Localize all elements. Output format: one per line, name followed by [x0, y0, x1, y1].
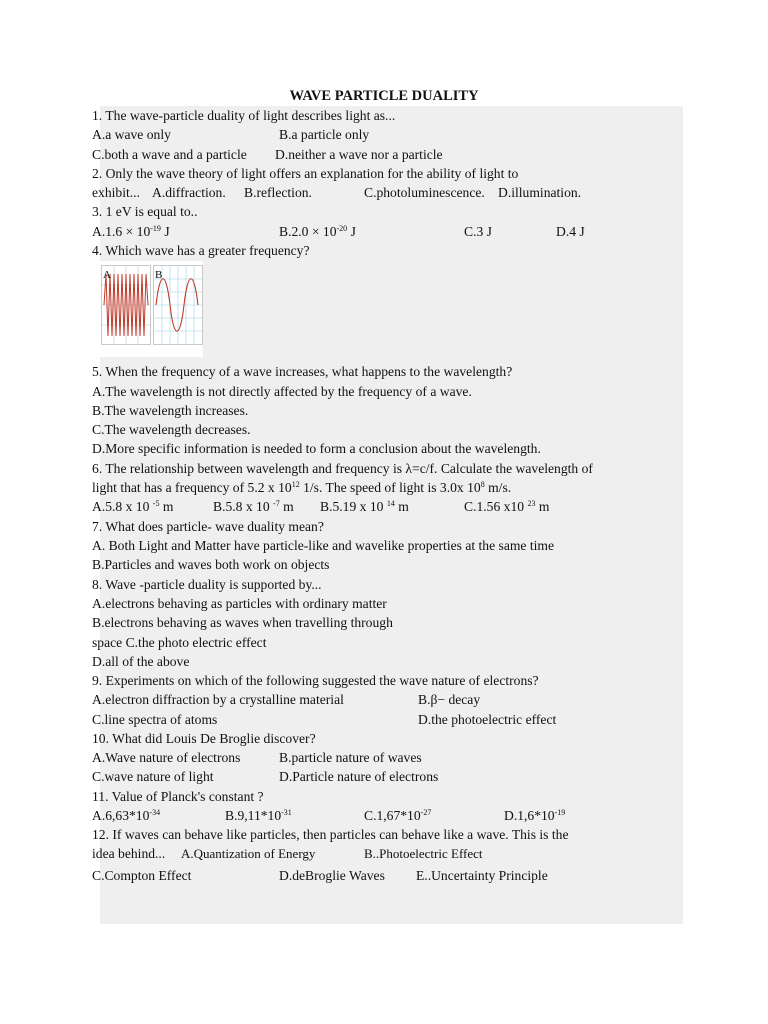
q9-option-a: A.electron diffraction by a crystalline material	[92, 692, 344, 707]
q12-option-b: B..Photoelectric Effect	[364, 846, 483, 861]
q11-option-c: $C.1,67*10^{-27}$	[364, 808, 432, 823]
q12-option-c: C.Compton Effect	[92, 868, 192, 883]
q2-option-d: D.illumination.	[498, 185, 582, 200]
q10-option-b: B.particle nature of waves	[279, 750, 422, 765]
q8-stem: 8. Wave -particle duality is supported by...	[92, 577, 322, 592]
q9-option-c: C.line spectra of atoms	[92, 712, 218, 727]
q5-option-a: A.The wavelength is not directly affected by the frequency of a wave.	[92, 384, 472, 399]
wave-comparison-figure	[99, 261, 203, 357]
wave-a-panel	[101, 265, 151, 345]
q8-option-b-cont: space C.the photo electric effect	[92, 635, 267, 650]
q11-stem: 11. Value of Planck's constant ?	[92, 789, 264, 804]
q1-stem: 1. The wave-particle duality of light describes light as...	[92, 108, 396, 123]
q5-option-c: C.The wavelength decreases.	[92, 422, 251, 437]
q5-stem: 5. When the frequency of a wave increases, what happens to the wavelength?	[92, 364, 513, 379]
q6-option-a: A.5.8 x 10 $^{-5}$ m	[92, 499, 174, 514]
q7-option-b: B.Particles and waves both work on objects	[92, 557, 330, 572]
q3-stem: 3. 1 eV is equal to..	[92, 204, 198, 219]
q3-option-c: C.3 J	[464, 224, 492, 239]
q2-option-a: A.diffraction.	[152, 185, 226, 200]
q12-stem: 12. If waves can behave like particles, then particles can behave like a wave. This is the	[92, 827, 569, 842]
q3-option-a: $A.1.6 \times 10^{-19}$ J	[92, 224, 170, 239]
q2-stem: 2. Only the wave theory of light offers an explanation for the ability of light to	[92, 166, 519, 181]
q8-option-a: A.electrons behaving as particles with ordinary matter	[92, 596, 387, 611]
q12-option-e: E..Uncertainty Principle	[416, 868, 548, 883]
q11-option-a: $A.6,63*10^{-34}$	[92, 808, 161, 823]
q2-option-c: C.photoluminescence.	[364, 185, 485, 200]
q11-option-d: $D.1,6*10^{-19}$	[504, 808, 566, 823]
q7-stem: 7. What does particle- wave duality mean?	[92, 519, 324, 534]
q5-option-b: B.The wavelength increases.	[92, 403, 249, 418]
q1-option-d: D.neither a wave nor a particle	[275, 147, 443, 162]
q9-option-b: B.β− decay	[418, 692, 481, 707]
q10-option-a: A.Wave nature of electrons	[92, 750, 241, 765]
q3-option-d: D.4 J	[556, 224, 585, 239]
q9-stem: 9. Experiments on which of the following suggested the wave nature of electrons?	[92, 673, 539, 688]
q6-option-d: C.1.56 x10 $^{23}$ m	[464, 499, 550, 514]
q10-stem: 10. What did Louis De Broglie discover?	[92, 731, 316, 746]
q7-option-a: A. Both Light and Matter have particle-like and wavelike properties at the same time	[92, 538, 555, 553]
q12-option-d: D.deBroglie Waves	[279, 868, 385, 883]
q12-stem-cont: idea behind...	[92, 846, 166, 861]
q11-option-b: $B.9,11*10^{-31}$	[225, 808, 292, 823]
q6-option-c: B.5.19 x 10 $^{14}$ m	[320, 499, 409, 514]
page-title: WAVE PARTICLE DUALITY	[289, 88, 479, 104]
q1-option-b: B.a particle only	[279, 127, 370, 142]
q1-option-a: A.a wave only	[92, 127, 171, 142]
wave-a-label: A	[103, 269, 111, 281]
q1-option-c: C.both a wave and a particle	[92, 147, 247, 162]
wave-b-panel	[153, 265, 203, 345]
q6-option-b: B.5.8 x 10 $^{-7}$ m	[213, 499, 294, 514]
q2-option-b: B.reflection.	[244, 185, 312, 200]
wave-b-label: B	[155, 269, 163, 281]
q8-option-d: D.all of the above	[92, 654, 190, 669]
q8-option-b: B.electrons behaving as waves when travelling through	[92, 615, 393, 630]
q12-option-a: A.Quantization of Energy	[181, 846, 316, 861]
q2-stem-cont: exhibit...	[92, 185, 140, 200]
q6-stem: 6. The relationship between wavelength and frequency is λ=c/f. Calculate the wavelength of	[92, 461, 593, 476]
q5-option-d: D.More specific information is needed to form a conclusion about the wavelength.	[92, 441, 541, 456]
q3-option-b: $B.2.0 \times 10^{-20}$ J	[279, 224, 356, 239]
q10-option-c: C.wave nature of light	[92, 769, 214, 784]
q10-option-d: D.Particle nature of electrons	[279, 769, 439, 784]
q4-stem: 4. Which wave has a greater frequency?	[92, 243, 310, 258]
q9-option-d: D.the photoelectric effect	[418, 712, 557, 727]
q6-stem-cont: light that has a frequency of 5.2 x $10^{12}$ 1/s. The speed of light is 3.0x $10^8$ m/s.	[92, 480, 512, 495]
